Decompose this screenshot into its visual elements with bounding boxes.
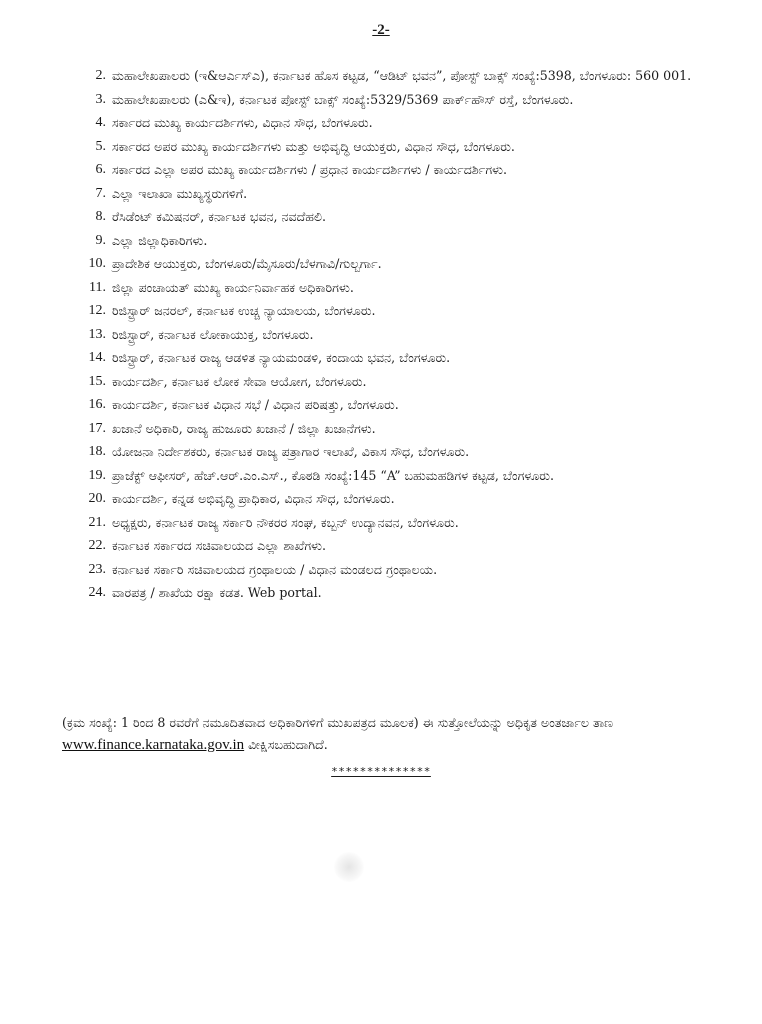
list-item [70, 66, 706, 86]
item-number: 11. [89, 279, 106, 295]
item-text: ಖಜಾನೆ ಅಧಿಕಾರಿ, ರಾಜ್ಯ ಹುಜೂರು ಖಜಾನೆ / ಜಿಲ್ಲಾ ಖಜಾನೆಗಳು. [112, 420, 376, 436]
list-item [70, 137, 706, 157]
item-text: ಎಲ್ಲಾ ಜಿಲ್ಲಾಧಿಕಾರಿಗಳು. [112, 232, 208, 248]
item-text: ರೆಸಿಡೆಂಟ್ ಕಮಿಷನರ್, ಕರ್ನಾಟಕ ಭವನ, ನವದೆಹಲಿ. [112, 209, 327, 224]
item-number: 3. [95, 91, 106, 107]
item-text: ಕರ್ನಾಟಕ ಸರ್ಕಾರಿ ಸಚಿವಾಲಯದ ಗ್ರಂಥಾಲಯ / ವಿಧಾನ ಮಂಡಲದ ಗ್ರಂಥಾಲಯ. [112, 561, 438, 577]
list-item [70, 207, 706, 227]
finance-website-link[interactable]: www.finance.karnataka.gov.in [62, 737, 245, 753]
list-item [70, 560, 706, 580]
item-text: ರಿಜಿಸ್ಟ್ರಾರ್, ಕರ್ನಾಟಕ ರಾಜ್ಯ ಆಡಳಿತ ನ್ಯಾಯಮಂಡಳಿ, ಕಂದಾಯ ಭವನ, ಬೆಂಗಳೂರು. [112, 350, 451, 365]
item-number: 24. [88, 585, 106, 600]
item-text: ಸರ್ಕಾರದ ಮುಖ್ಯ ಕಾರ್ಯದರ್ಶಿಗಳು, ವಿಧಾನ ಸೌಧ, ಬೆಂಗಳೂರು. [112, 115, 373, 130]
item-text: ಕರ್ನಾಟಕ ಸರ್ಕಾರದ ಸಚಿವಾಲಯದ ಎಲ್ಲಾ ಶಾಖೆಗಳು. [112, 538, 326, 553]
list-item [70, 583, 706, 603]
item-number: 5. [95, 138, 106, 154]
item-number: 21. [88, 514, 106, 530]
item-number: 14. [88, 350, 106, 365]
item-text: ಮಹಾಲೇಖಪಾಲರು (ಇ&ಆರ್ಎಸ್ಎ), ಕರ್ನಾಟಕ ಹೊಸ ಕಟ್ಟಡ, “ಆಡಿಟ್ ಭವನ”, ಪೋಸ್ಟ್ ಬಾಕ್ಸ್ ಸಂಖ್ಯೆ:5398, ಬೆಂಗಳೂರು: 560 001. [112, 68, 692, 83]
item-text: ಅಧ್ಯಕ್ಷರು, ಕರ್ನಾಟಕ ರಾಜ್ಯ ಸರ್ಕಾರಿ ನೌಕರರ ಸಂಘ, ಕಬ್ಬನ್ ಉದ್ಯಾನವನ, ಬೆಂಗಳೂರು. [112, 514, 459, 530]
list-item [70, 113, 706, 133]
item-number: 16. [88, 397, 106, 412]
item-number: 23. [88, 561, 106, 577]
item-number: 12. [88, 303, 106, 318]
item-number: 6. [95, 162, 106, 177]
list-item [70, 372, 706, 392]
item-number: 10. [88, 256, 106, 271]
item-text: ಪ್ರಾಜೆಕ್ಟ್ ಆಫೀಸರ್, ಹೆಚ್.ಆರ್.ಎಂ.ಎಸ್., ಕೊಠಡಿ ಸಂಖ್ಯೆ:145 “A” ಬಹುಮಹಡಿಗಳ ಕಟ್ಟಡ, ಬೆಂಗಳೂರು. [112, 467, 554, 483]
item-text: ಕಾರ್ಯದರ್ಶಿ, ಕನ್ನಡ ಅಭಿವೃದ್ಧಿ ಪ್ರಾಧಿಕಾರ, ವಿಧಾನ ಸೌಧ, ಬೆಂಗಳೂರು. [112, 491, 395, 506]
item-text: ಎಲ್ಲಾ ಇಲಾಖಾ ಮುಖ್ಯಸ್ಥರುಗಳಿಗೆ. [112, 185, 248, 201]
list-item [70, 184, 706, 204]
list-item [70, 489, 706, 509]
distribution-list [70, 66, 706, 607]
list-item [70, 419, 706, 439]
footer-text-after: ವೀಕ್ಷಿಸಬಹುದಾಗಿದೆ. [244, 737, 328, 752]
item-number: 2. [95, 68, 106, 83]
footer-note [62, 712, 712, 756]
item-number: 20. [88, 491, 106, 506]
list-item [70, 231, 706, 251]
item-number: 8. [95, 209, 106, 224]
item-number: 15. [88, 373, 106, 389]
list-item [70, 466, 706, 486]
page-number: -2- [372, 22, 390, 38]
item-text: ಮಹಾಲೇಖಪಾಲರು (ಎ&ಇ), ಕರ್ನಾಟಕ ಪೋಸ್ಟ್ ಬಾಕ್ಸ್ ಸಂಖ್ಯೆ:5329/5369 ಪಾರ್ಕ್‌ಹೌಸ್ ರಸ್ತೆ, ಬೆಂಗಳೂರು. [112, 91, 574, 107]
item-number: 13. [88, 326, 106, 342]
item-text: ಸರ್ಕಾರದ ಅಪರ ಮುಖ್ಯ ಕಾರ್ಯದರ್ಶಿಗಳು ಮತ್ತು ಅಭಿವೃದ್ಧಿ ಆಯುಕ್ತರು, ವಿಧಾನ ಸೌಧ, ಬೆಂಗಳೂರು. [112, 138, 515, 154]
list-item [70, 90, 706, 110]
item-text: ರಿಜಿಸ್ಟ್ರಾರ್ ಜನರಲ್, ಕರ್ನಾಟಕ ಉಚ್ಚ ನ್ಯಾಯಾಲಯ, ಬೆಂಗಳೂರು. [112, 303, 376, 318]
item-text: ಯೋಜನಾ ನಿರ್ದೇಶಕರು, ಕರ್ನಾಟಕ ರಾಜ್ಯ ಪತ್ರಾಗಾರ ಇಲಾಖೆ, ವಿಕಾಸ ಸೌಧ, ಬೆಂಗಳೂರು. [112, 444, 470, 459]
list-item [70, 442, 706, 462]
item-number: 4. [95, 115, 106, 130]
item-text: ಜಿಲ್ಲಾ ಪಂಚಾಯತ್ ಮುಖ್ಯ ಕಾರ್ಯನಿರ್ವಾಹಕ ಅಧಿಕಾರಿಗಳು. [112, 279, 354, 295]
item-number: 17. [88, 420, 106, 436]
list-item [70, 160, 706, 180]
list-item [70, 536, 706, 556]
end-marker: ************** [331, 765, 431, 778]
item-text: ಸರ್ಕಾರದ ಎಲ್ಲಾ ಅಪರ ಮುಖ್ಯ ಕಾರ್ಯದರ್ಶಿಗಳು / ಪ್ರಧಾನ ಕಾರ್ಯದರ್ಶಿಗಳು / ಕಾರ್ಯದರ್ಶಿಗಳು. [112, 162, 507, 177]
item-number: 7. [95, 185, 106, 201]
item-text: ರಿಜಿಸ್ಟ್ರಾರ್, ಕರ್ನಾಟಕ ಲೋಕಾಯುಕ್ತ, ಬೆಂಗಳೂರು. [112, 326, 314, 342]
list-item [70, 278, 706, 298]
item-text: ಕಾರ್ಯದರ್ಶಿ, ಕರ್ನಾಟಕ ಲೋಕ ಸೇವಾ ಆಯೋಗ, ಬೆಂಗಳೂರು. [112, 373, 367, 389]
list-item [70, 325, 706, 345]
list-item [70, 513, 706, 533]
item-number: 19. [88, 467, 106, 483]
item-text: ವಾರಪತ್ರ / ಶಾಖೆಯ ರಕ್ಷಾ ಕಡತ. Web portal. [112, 585, 322, 600]
item-number: 22. [88, 538, 106, 553]
list-item [70, 395, 706, 415]
item-number: 18. [88, 444, 106, 459]
list-item [70, 254, 706, 274]
scan-smudge [334, 852, 364, 882]
item-text: ಕಾರ್ಯದರ್ಶಿ, ಕರ್ನಾಟಕ ವಿಧಾನ ಸಭೆ / ವಿಧಾನ ಪರಿಷತ್ತು, ಬೆಂಗಳೂರು. [112, 397, 399, 412]
item-number: 9. [95, 232, 106, 248]
list-item [70, 301, 706, 321]
item-text: ಪ್ರಾದೇಶಿಕ ಆಯುಕ್ತರು, ಬೆಂಗಳೂರು/ಮೈಸೂರು/ಬೆಳಗಾವಿ/ಗುಲ್ಬರ್ಗಾ. [112, 256, 382, 271]
list-item [70, 348, 706, 368]
footer-text-before: (ಕ್ರಮ ಸಂಖ್ಯೆ: 1 ರಿಂದ 8 ರವರೆಗೆ ನಮೂದಿತವಾದ ಅಧಿಕಾರಿಗಳಿಗೆ ಮುಖಪತ್ರದ ಮೂಲಕ) ಈ ಸುತ್ತೋಲೆಯನ್ನು ಅಧಿಕೃತ ಅಂತರ್ಜಾಲ ತಾಣ [62, 715, 614, 730]
